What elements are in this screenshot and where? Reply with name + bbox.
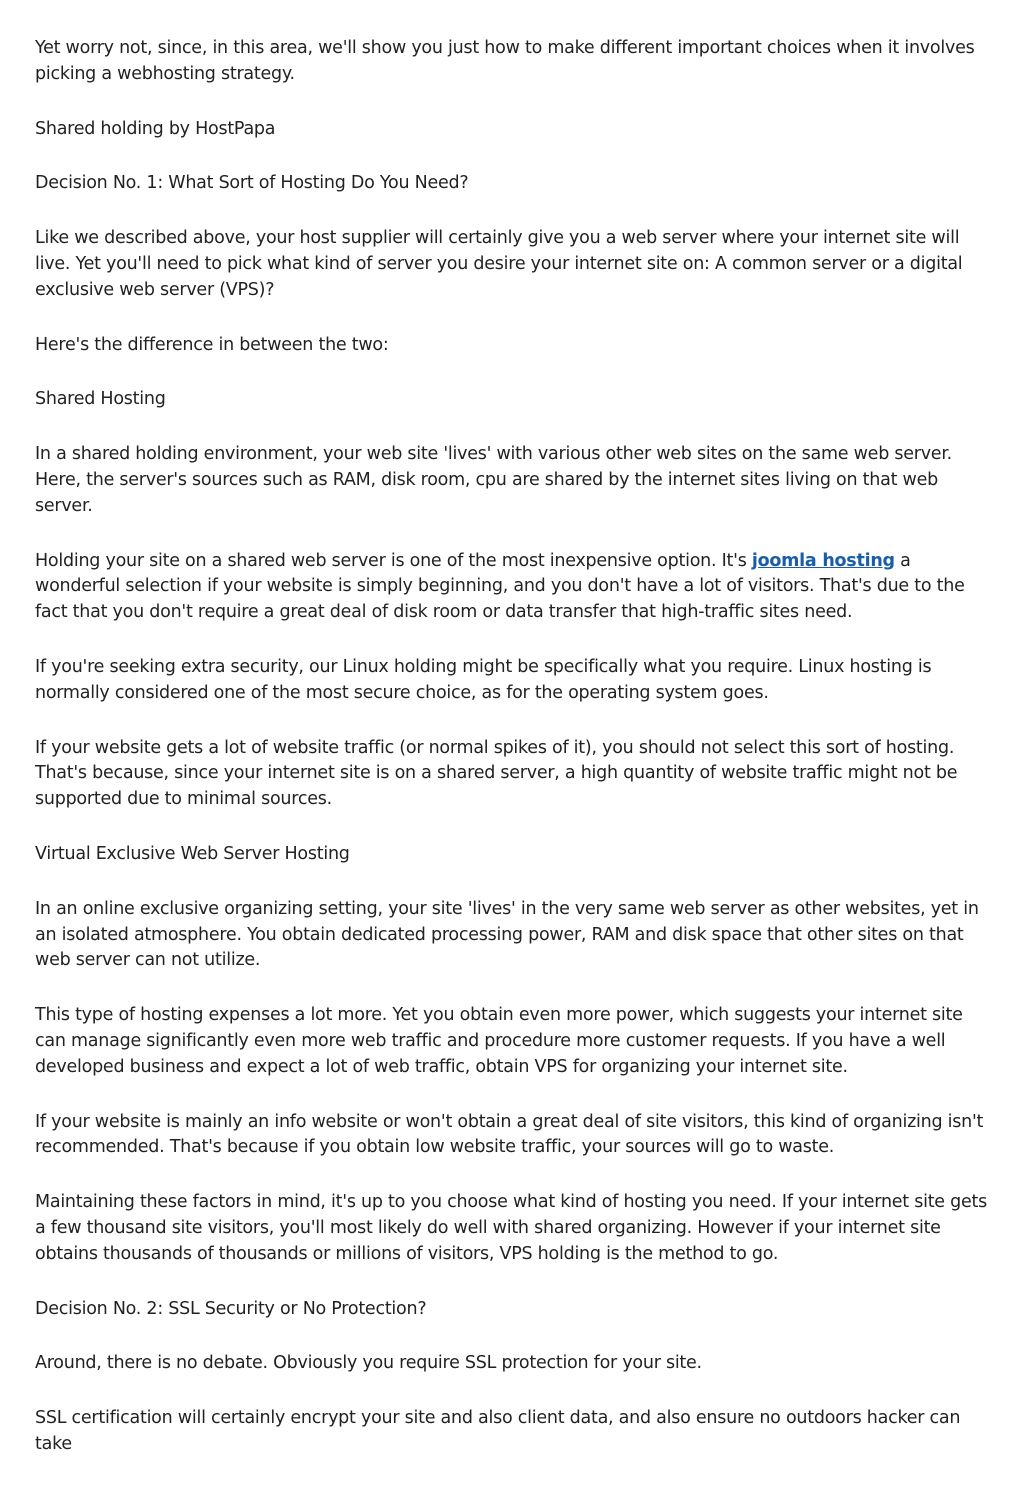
heading-decision-2: Decision No. 2: SSL Security or No Protection? bbox=[35, 1298, 427, 1319]
paragraph-choose-hosting: Maintaining these factors in mind, it's up to you choose what kind of hosting you need. If your internet site gets a few thousand site visitors, you'll most likely do well with shared organizing. However if your internet site obtains thousands of thousands or millions of visitors, VPS holding is the method to go. bbox=[35, 1192, 987, 1264]
paragraph-text-after-link: a wonderful selection if your website is simply beginning, and you don't have a lot of visitors. That's due to the fact that you don't require a great deal of disk room or data transfer that high-traffic sites need. bbox=[35, 550, 965, 623]
paragraph-host-supplier: Like we described above, your host supplier will certainly give you a web server where your internet site will live. Yet you'll need to pick what kind of server you desire your internet site on: A common server or a digital exclusive web server (VPS)? bbox=[35, 228, 963, 300]
paragraph-ssl-certification: SSL certification will certainly encrypt your site and also client data, and also ensure no outdoors hacker can take bbox=[35, 1408, 961, 1454]
joomla-hosting-link[interactable]: joomla hosting bbox=[751, 550, 895, 571]
paragraph-shared-environment: In a shared holding environment, your web site 'lives' with various other web sites on the same web server. Here, the server's sources such as RAM, disk room, cpu are shared by the internet sites living on that web server. bbox=[35, 444, 952, 516]
paragraph-vps-not-recommended: If your website is mainly an info website or won't obtain a great deal of site visitors, this kind of organizing isn't recommended. That's because if you obtain low website traffic, your sources will go to waste. bbox=[35, 1111, 984, 1158]
paragraph-linux-security: If you're seeking extra security, our Linux holding might be specifically what you require. Linux hosting is normally considered one of the most secure choice, as for the operating system goes. bbox=[35, 656, 932, 703]
paragraph-shared-holding-caption: Shared holding by HostPapa bbox=[35, 118, 276, 139]
document-page bbox=[35, 36, 990, 1487]
paragraph-vps-environment: In an online exclusive organizing setting, your site 'lives' in the very same web server as other websites, yet in an isolated atmosphere. You obtain dedicated processing power, RAM and disk space that other sites on that web server can not utilize. bbox=[35, 898, 979, 971]
heading-vps-hosting: Virtual Exclusive Web Server Hosting bbox=[35, 843, 350, 864]
paragraph-vps-cost: This type of hosting expenses a lot more. Yet you obtain even more power, which suggests your internet site can manage significantly even more web traffic and procedure more customer requests. If you have a well developed business and expect a lot of web traffic, obtain VPS for organizing your internet site. bbox=[35, 1005, 963, 1077]
heading-shared-hosting: Shared Hosting bbox=[35, 389, 166, 410]
paragraph-intro: Yet worry not, since, in this area, we'll show you just how to make different important choices when it involves picking a webhosting strategy. bbox=[35, 38, 975, 84]
paragraph-inexpensive-option bbox=[35, 549, 990, 626]
paragraph-no-debate: Around, there is no debate. Obviously you require SSL protection for your site. bbox=[35, 1353, 702, 1374]
paragraph-difference: Here's the difference in between the two: bbox=[35, 334, 389, 355]
heading-decision-1: Decision No. 1: What Sort of Hosting Do You Need? bbox=[35, 173, 469, 194]
paragraph-text-before-link: Holding your site on a shared web server is one of the most inexpensive option. It's bbox=[35, 550, 752, 571]
paragraph-traffic-warning: If your website gets a lot of website traffic (or normal spikes of it), you should not select this sort of hosting. That's because, since your internet site is on a shared server, a high quantity of website traffic might not be supported due to minimal sources. bbox=[35, 737, 958, 810]
